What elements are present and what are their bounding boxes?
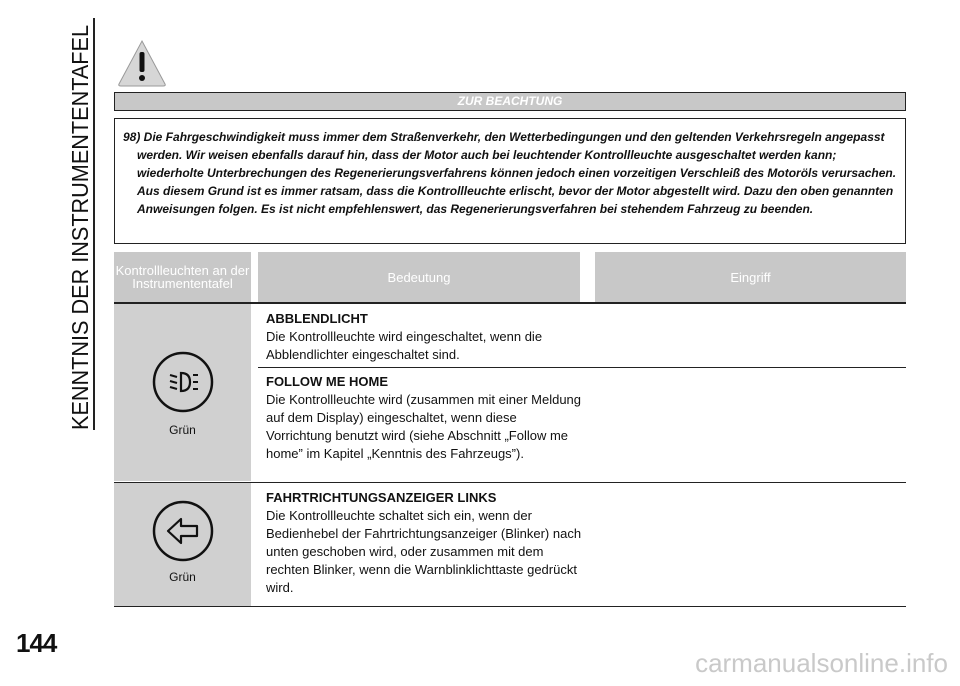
entry-left-indicator — [266, 489, 586, 597]
side-title-rule — [93, 18, 95, 430]
entry-low-beam — [266, 310, 586, 364]
table-bottom-rule — [114, 606, 906, 607]
warning-box — [114, 118, 906, 244]
section-side-title — [52, 0, 112, 430]
table-header-lamps: Kontrollleuchten an der Instrumententafel — [114, 252, 251, 302]
entry-text: Die Kontrollleuchte schaltet sich ein, wenn der Bedienhebel der Fahrtrichtungsanzeiger (Blinker) nach unten geschoben wird, oder zusammen mit dem rechten Blinker, wenn die Warnblinklichttaste gedrückt wird. — [266, 508, 582, 595]
table-header-meaning: Bedeutung — [258, 252, 580, 302]
side-title-text: KENNTNIS DER INSTRUMENTENTAFEL — [67, 0, 93, 430]
left-arrow-icon — [152, 500, 214, 562]
lamp-color-label: Grün — [169, 570, 196, 584]
low-beam-icon — [152, 351, 214, 413]
warning-heading: ZUR BEACHTUNG — [114, 92, 906, 111]
row-divider — [258, 367, 906, 368]
entry-title: FAHRTRICHTUNGSANZEIGER LINKS — [266, 490, 497, 505]
warning-triangle-icon — [117, 38, 167, 88]
lamp-color-label: Grün — [169, 423, 196, 437]
entry-text: Die Kontrollleuchte wird eingeschaltet, wenn die Abblendlichter eingeschaltet sind. — [266, 329, 543, 362]
page-number: 144 — [16, 628, 57, 658]
entry-title: FOLLOW ME HOME — [266, 374, 389, 389]
entry-title: ABBLENDLICHT — [266, 311, 368, 326]
watermark: carmanualsonline.info — [695, 648, 948, 678]
table-header-action: Eingriff — [595, 252, 906, 302]
entry-text: Die Kontrollleuchte wird (zusammen mit einer Meldung auf dem Display) eingeschaltet, wenn diese Vorrichtung benutzt wird (siehe Abschnitt „Follow me home” im Kapitel „Kenntnis des Fahrzeugs”). — [266, 392, 582, 461]
warning-text: 98) Die Fahrgeschwindigkeit muss immer dem Straßenverkehr, den Wetterbedingungen und den geltenden Verkehrsregeln angepasst werden. Wir weisen ebenfalls darauf hin, dass der Motor auch bei leuchtender Kontrollleuchte ausgeschaltet werden kann; wiederholte Unterbrechungen des Regenerierungsverfahrens können jedoch einen vorzeitigen Verschleiß des Motoröls verursachen. Aus diesem Grund ist es immer ratsam, dass die Kontrollleuchte erlischt, bevor der Motor abgestellt wird. Dazu den oben genannten Anweisungen folgen. Es ist nicht empfehlenswert, das Regenerierungsverfahren bei stehendem Fahrzeug zu beenden. — [123, 130, 897, 216]
entry-follow-me-home — [266, 373, 586, 463]
